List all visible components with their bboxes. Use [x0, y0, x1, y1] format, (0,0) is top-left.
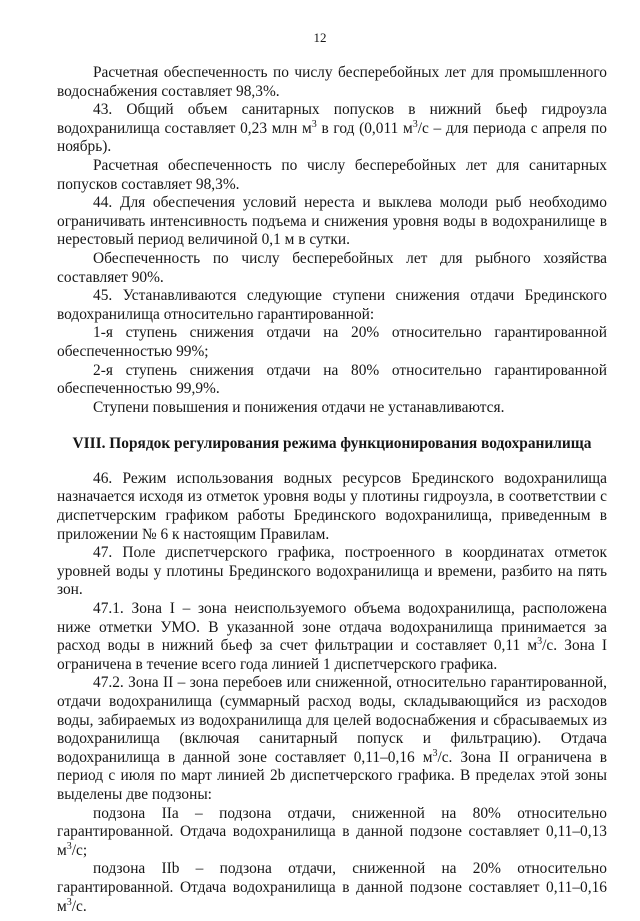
- paragraph: Расчетная обеспеченность по числу бесперебойных лет для промышленного водоснабжения составляет 98,3%.: [57, 64, 607, 100]
- paragraph: подзона IIb – подзона отдачи, сниженной на 20% относительно гарантированной. Отдача водохранилища в данной подзоне составляет 0,11–0,16 $м^3/с$.: [57, 860, 607, 915]
- paragraph: 47.1. Зона I – зона неиспользуемого объема водохранилища, расположена ниже отметки УМО. В указанной зоне отдача водохранилища принимается за расход воды в нижний бьеф за счет фильтрации и составляет 0,11 $м^3/с$. Зона I ограничена в течение всего года линией 1 диспетчерского графика.: [57, 600, 607, 673]
- paragraph: 47. Поле диспетчерского графика, построенного в координатах отметок уровней воды у плотины Брединского водохранилища и времени, разбито на пять зон.: [57, 544, 607, 599]
- paragraph: Обеспеченность по числу бесперебойных лет для рыбного хозяйства составляет 90%.: [57, 249, 607, 286]
- paragraph: 44. Для обеспечения условий нереста и выклева молоди рыб необходимо ограничивать интенсивность подъема и снижения уровня воды в водохранилище в нерестовый период величиной 0,1 м в сутки.: [57, 194, 607, 249]
- page-number: 12: [313, 30, 327, 45]
- paragraph: подзона IIa – подзона отдачи, сниженной на 80% относительно гарантированной. Отдача водохранилища в данной подзоне составляет 0,11–0,13 $м^3/с$;: [57, 804, 607, 859]
- paragraph: 43. Общий объем санитарных попусков в нижний бьеф гидроузла водохранилища составляет 0,23 млн $м^3$ в год (0,011 $м^3/с$ – для периода с апреля по ноябрь).: [57, 101, 607, 156]
- paragraph: Ступени повышения и понижения отдачи не устанавливаются.: [93, 398, 505, 416]
- section-heading: VIII. Порядок регулирования режима функционирования водохранилища: [72, 435, 592, 453]
- paragraph: 2-я ступень снижения отдачи на 80% относительно гарантированной обеспеченностью 99,9%.: [57, 361, 607, 398]
- paragraph: 46. Режим использования водных ресурсов Брединского водохранилища назначается исходя из отметок уровня воды у плотины гидроузла, в соответствии с диспетчерским графиком работы Брединского водохранилища, приведенным в приложении № 6 к настоящим Правилам.: [57, 469, 607, 543]
- document-body: [57, 64, 607, 916]
- paragraph: 45. Устанавливаются следующие ступени снижения отдачи Брединского водохранилища относительно гарантированной:: [57, 287, 607, 323]
- paragraph: 47.2. Зона II – зона перебоев или сниженной, относительно гарантированной, отдачи водохранилища (суммарный расход воды, складывающийся из расходов воды, забираемых из водохранилища для целей водоснабжения и сбрасываемых из водохранилища (включая санитарный попуск и фильтрацию). Отдача водохранилища в данной зоне составляет 0,11–0,16 $м^3/с$. Зона II ограничена в период с июля по март линией 2b диспетчерского графика. В пределах этой зоны выделены две подзоны:: [57, 674, 607, 803]
- paragraph: Расчетная обеспеченность по числу бесперебойных лет для санитарных попусков составляет 98,3%.: [57, 156, 607, 193]
- paragraph: 1-я ступень снижения отдачи на 20% относительно гарантированной обеспеченностью 99%;: [57, 324, 607, 360]
